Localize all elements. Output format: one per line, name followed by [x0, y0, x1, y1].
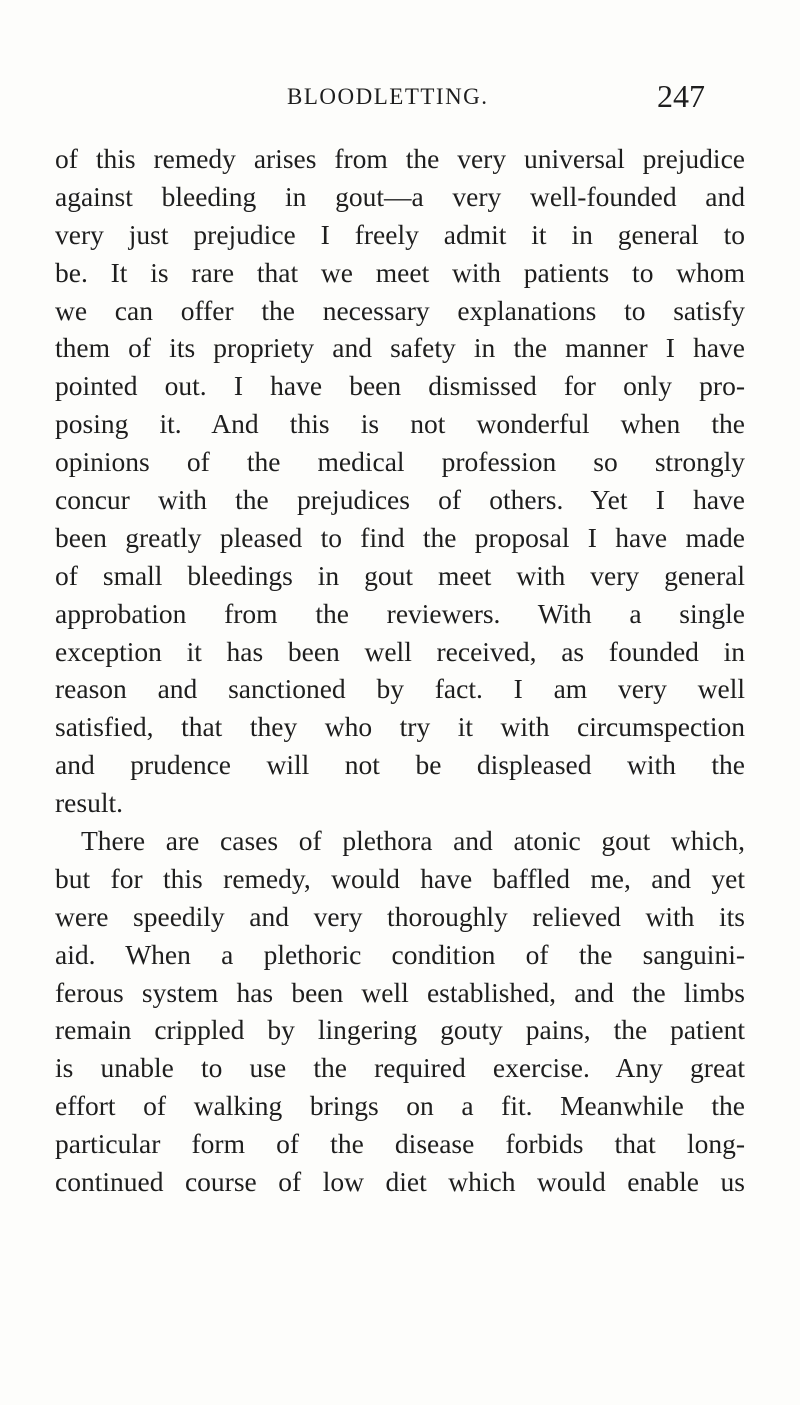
text-line: result. [55, 787, 123, 819]
text-line: particular form of the disease forbids that long- [55, 1128, 745, 1160]
text-line: satisfied, that they who try it with circumspection [55, 711, 745, 743]
text-line: concur with the prejudices of others. Yet I have [55, 484, 745, 516]
text-line: effort of walking brings on a fit. Meanwhile the [55, 1090, 745, 1122]
text-line: them of its propriety and safety in the manner I have [55, 332, 745, 364]
text-line: were speedily and very thoroughly relieved with its [55, 900, 745, 932]
paragraph-start-line: There are cases of plethora and atonic gout which, [81, 825, 745, 857]
body-text [55, 140, 745, 1201]
text-line: opinions of the medical profession so strongly [55, 446, 745, 478]
text-line: and prudence will not be displeased with the [55, 749, 745, 781]
text-line: exception it has been well received, as founded in [55, 635, 745, 667]
text-line: we can offer the necessary explanations to satisfy [55, 294, 745, 326]
text-line: of this remedy arises from the very universal prejudice [55, 143, 745, 174]
text-line: against bleeding in gout—a very well-founded and [55, 180, 745, 212]
text-line: ferous system has been well established, and the limbs [55, 976, 745, 1008]
text-line: is unable to use the required exercise. Any great [55, 1052, 745, 1084]
text-line: approbation from the reviewers. With a single [55, 597, 745, 629]
text-line: be. It is rare that we meet with patients to whom [55, 256, 745, 288]
chapter-title: BLOODLETTING. [287, 84, 489, 109]
text-line: been greatly pleased to find the proposal I have made [55, 521, 745, 553]
text-line: but for this remedy, would have baffled me, and yet [55, 862, 745, 894]
text-line: reason and sanctioned by fact. I am very well [55, 673, 745, 705]
text-line: aid. When a plethoric condition of the sanguini- [55, 938, 745, 970]
running-head [0, 80, 800, 120]
text-line: posing it. And this is not wonderful when the [55, 408, 745, 440]
text-line: pointed out. I have been dismissed for only pro- [55, 370, 745, 402]
text-line: remain crippled by lingering gouty pains, the patient [55, 1014, 745, 1046]
text-line: continued course of low diet which would enable us [55, 1166, 745, 1198]
text-line: of small bleedings in gout meet with very general [55, 559, 745, 591]
page-number: 247 [657, 78, 705, 114]
text-line: very just prejudice I freely admit it in general to [55, 218, 745, 250]
